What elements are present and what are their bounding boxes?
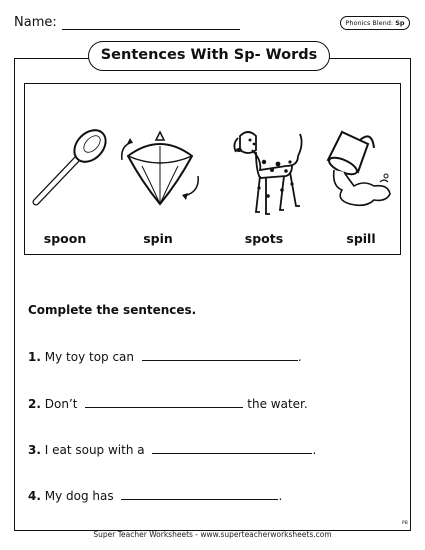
sentence-number: 3.: [28, 443, 41, 457]
sentence-number: 4.: [28, 489, 41, 503]
sentence-end: .: [312, 443, 317, 457]
spoon-icon: [30, 126, 112, 208]
sentence-end: .: [297, 350, 302, 364]
sentence-2: [28, 397, 308, 411]
answer-blank[interactable]: [142, 359, 298, 361]
sentence-3: [28, 443, 316, 457]
footer-url[interactable]: www.superteacherworksheets.com: [200, 530, 332, 539]
footer: [0, 530, 425, 539]
worksheet-title: Sentences With Sp- Words: [88, 41, 330, 71]
picture-word-spots: spots: [244, 231, 284, 246]
sentence-text: My dog has: [44, 489, 114, 503]
sentence-1: [28, 350, 302, 364]
spinning-top-icon: [118, 126, 202, 210]
badge-prefix: Phonics Blend:: [345, 19, 396, 27]
footer-separator: -: [192, 530, 201, 539]
picture-word-spin: spin: [143, 231, 173, 246]
sentence-number: 1.: [28, 350, 41, 364]
answer-blank[interactable]: [152, 452, 312, 454]
dalmatian-icon: [226, 126, 306, 218]
page-code: PB: [402, 521, 408, 526]
sentence-text: I eat soup with a: [44, 443, 145, 457]
badge-value: Sp: [395, 19, 405, 27]
phonics-blend-badge: [340, 16, 410, 30]
sentence-number: 2.: [28, 397, 41, 411]
answer-blank[interactable]: [121, 498, 278, 500]
sentence-4: [28, 489, 282, 503]
sentence-text: Don’t: [44, 397, 78, 411]
name-input-line[interactable]: [62, 29, 240, 30]
sentence-end: the water.: [247, 397, 308, 411]
sentence-text: My toy top can: [44, 350, 135, 364]
picture-word-spoon: spoon: [43, 231, 87, 246]
instructions: Complete the sentences.: [28, 303, 197, 317]
name-label: Name:: [14, 15, 57, 30]
spilled-cup-icon: [314, 126, 396, 212]
footer-site-name: Super Teacher Worksheets: [93, 530, 193, 539]
answer-blank[interactable]: [85, 406, 243, 408]
sentence-end: .: [278, 489, 283, 503]
picture-word-spill: spill: [346, 231, 376, 246]
